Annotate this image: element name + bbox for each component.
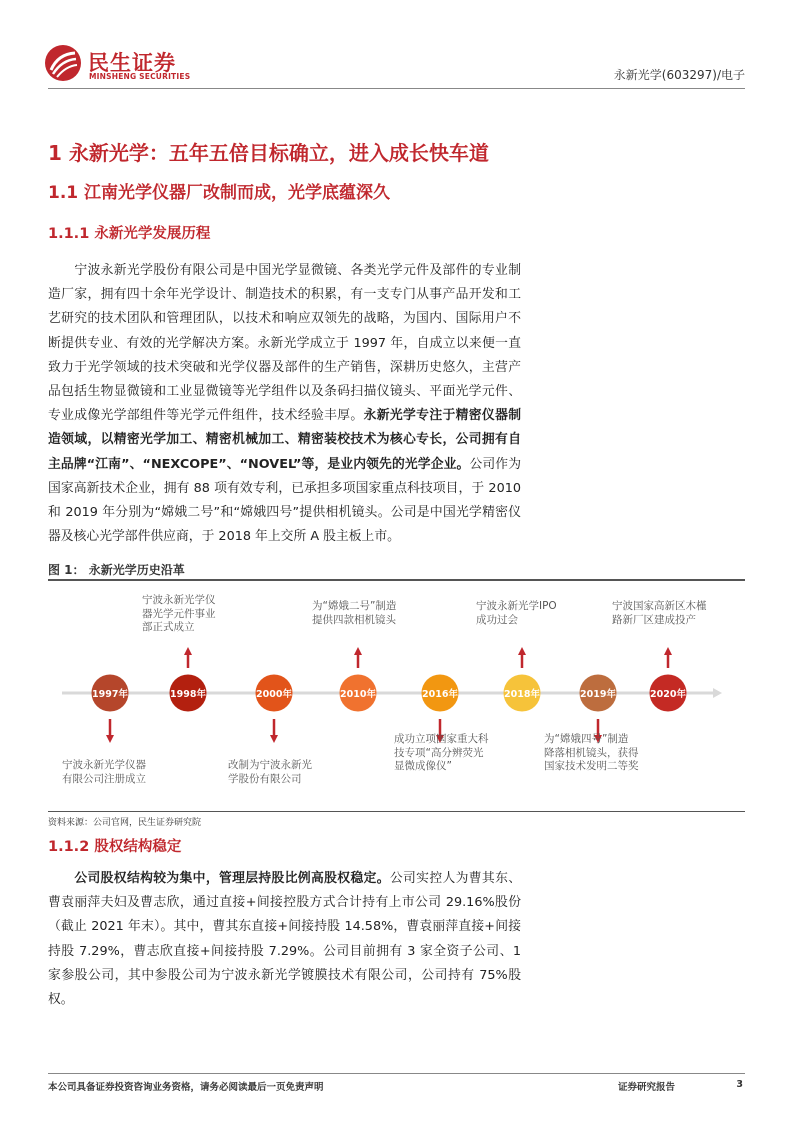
equity-paragraph (48, 867, 521, 1012)
section-heading-1-1-2: 1.1.2 股权结构稳定 (48, 839, 182, 855)
timeline-event-line: 宁波永新光学仪 (142, 594, 216, 606)
timeline-arrow-head-7 (664, 647, 672, 655)
timeline-event-line: 路新厂区建成投产 (612, 613, 696, 626)
equity-text-bold: 公司股权结构较为集中，管理层持股比例高股权稳定。 (74, 871, 390, 886)
history-text-1: 宁波永新光学股份有限公司是中国光学显微镜、各类光学元件及部件的专业制造厂家，拥有四十余年光学设计、制造技术的积累，有一支专门从事产品开发和工艺研究的技术团队和管理团队，以技术和响应双领先的战略，为国内、国际用户不断提供专业、有效的光学解决方案。永新光学成立于 1997 年，自成立以来便一直致力于光学领域的技术突破和光学仪器及部件的生产销售，深耕历史悠久，主营产品包括生物显微镜和工业显微镜等光学组件以及条码扫描仪镜头、平面光学元件、专业成像光学部组件等光学元件组件，技术经验丰厚。 (48, 263, 521, 424)
timeline-event-line: 国家技术发明二等奖 (544, 760, 639, 772)
section-heading-1-1-1: 1.1.1 永新光学发展历程 (48, 226, 211, 242)
timeline-event-line: 成功过会 (476, 613, 518, 626)
timeline-event-line: 部正式成立 (142, 621, 195, 633)
timeline-event-line: 学股份有限公司 (228, 772, 302, 785)
timeline-event-label-7 (612, 600, 707, 627)
timeline-arrow-head-5 (518, 647, 526, 655)
timeline-event-line: 为“嫦娥二号”制造 (312, 600, 397, 612)
history-timeline (48, 582, 745, 810)
stock-info: 永新光学(603297)/电子 (613, 68, 745, 82)
timeline-event-label-5 (476, 600, 557, 627)
timeline-event-label-3 (312, 600, 396, 627)
timeline-arrow-head-1 (184, 647, 192, 655)
timeline-event-label-6 (544, 733, 639, 774)
timeline-event-label-0 (62, 759, 146, 786)
timeline-year-7: 2020年 (650, 689, 686, 700)
history-paragraph (48, 259, 521, 549)
timeline-event-line: 宁波永新光学仪器 (62, 759, 146, 771)
brand-name-en: MINSHENG SECURITIES (89, 72, 191, 81)
page-number: 3 (736, 1079, 743, 1090)
timeline-year-3: 2010年 (340, 689, 376, 700)
timeline-event-label-2 (228, 759, 312, 786)
timeline-event-line: 技专项“高分辨荧光 (394, 746, 484, 759)
footer-disclaimer: 本公司具备证券投资咨询业务资格，请务必阅读最后一页免责声明 (48, 1082, 324, 1093)
brand-logo (44, 44, 194, 86)
timeline-arrow-head-3 (354, 647, 362, 655)
equity-text-1: 公司实控人为曹其东、曹袁丽萍夫妇及曹志欣，通过直接+间接控股方式合计持有上市公司 29.16%股份（截止 2021 年末）。其中，曹其东直接+间接持股 14.58%，曹袁丽萍直接+间接持股 7.29%，曹志欣直接+间接持股 7.29%。公司目前拥有 3 家全资子公司、1 家参股公司，其中参股公司为宁波永新光学镀膜技术有限公司，公司持有 75%股权。 (48, 871, 522, 1008)
timeline-event-label-4 (394, 733, 489, 774)
section-heading-1-1: 1.1 江南光学仪器厂改制而成，光学底蕴深久 (48, 183, 391, 203)
timeline-year-6: 2019年 (580, 689, 616, 700)
timeline-axis-arrowhead (713, 688, 722, 698)
timeline-year-0: 1997年 (92, 689, 128, 700)
timeline-arrow-head-0 (106, 735, 114, 743)
history-text-2: 公司作为国家高新技术企业，拥有 88 项有效专利，已承担多项国家重点科技项目，于 2010 和 2019 年分别为“嫦娥二号”和“嫦娥四号”提供相机镜头。公司是中国光学精密仪器及核心光学部件供应商，于 2018 年上交所 A 股主板上市。 (48, 456, 521, 545)
timeline-event-line: 宁波国家高新区木槿 (612, 600, 707, 612)
timeline-event-line: 有限公司注册成立 (62, 772, 146, 785)
footer-report-type: 证券研究报告 (618, 1082, 676, 1093)
timeline-year-4: 2016年 (422, 689, 458, 700)
timeline-event-label-1 (142, 594, 216, 635)
footer-divider (48, 1073, 745, 1074)
history-text-bold: 永新光学专注于精密仪器制造领域，以精密光学加工、精密机械加工、精密装校技术为核心专长，公司拥有自主品牌“江南”、“NEXCOPE”、“NOVEL”等，是业内领先的光学企业。 (48, 408, 522, 472)
timeline-event-line: 降落相机镜头，获得 (544, 746, 639, 759)
timeline-event-line: 成功立项国家重大科 (394, 733, 489, 745)
figure-title: 图 1： 永新光学历史沿革 (48, 563, 185, 577)
header-divider (48, 88, 745, 89)
section-heading-1: 1 永新光学：五年五倍目标确立，进入成长快车道 (48, 141, 489, 165)
timeline-event-line: 器光学元件事业 (142, 607, 216, 620)
minsheng-logo-icon (44, 44, 82, 82)
figure-bottom-rule (48, 811, 745, 812)
timeline-event-line: 提供四款相机镜头 (312, 613, 396, 626)
figure-top-rule (48, 579, 745, 581)
timeline-event-line: 显微成像仪” (394, 760, 452, 772)
figure-source: 资料来源：公司官网，民生证券研究院 (48, 818, 202, 828)
timeline-event-line: 为“嫦娥四号”制造 (544, 733, 629, 745)
timeline-year-1: 1998年 (170, 689, 206, 700)
timeline-year-2: 2000年 (256, 689, 292, 700)
timeline-year-5: 2018年 (504, 689, 540, 700)
timeline-event-line: 宁波永新光学IPO (476, 600, 557, 612)
timeline-event-line: 改制为宁波永新光 (228, 759, 312, 771)
timeline-arrow-head-2 (270, 735, 278, 743)
brand-name-cn: 民生证券 (88, 51, 176, 75)
